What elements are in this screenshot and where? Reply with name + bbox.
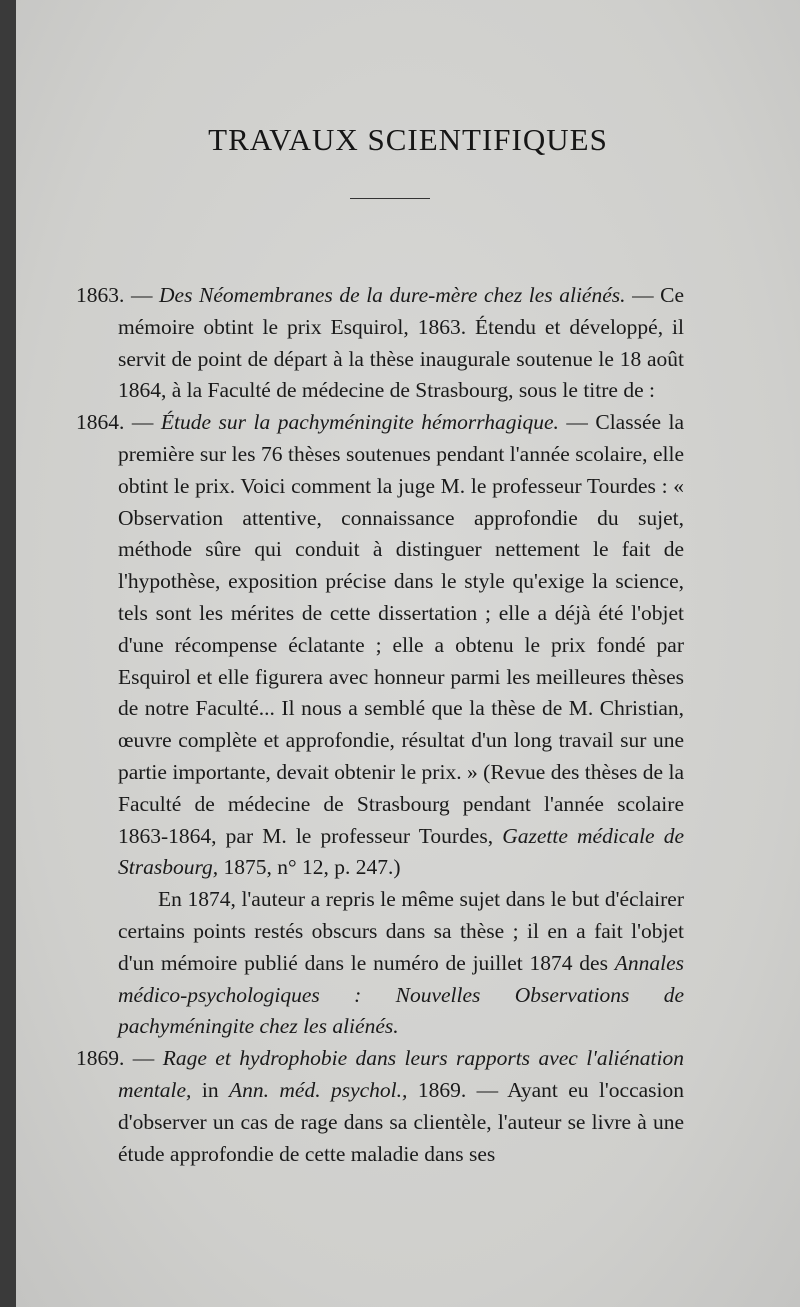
entry-source-ref: 1875, n° 12, p. 247.)	[223, 855, 401, 880]
entry-text: Classée la première sur les 76 thèses soutenues pendant l'année scolaire, elle obtint le prix. Voici comment la juge M. le professeur Tourdes : « Observation attentive, connaissance approfondie du sujet, méthode sûre qui conduit à distinguer nettement le fait de l'hypothèse, exposition précise dans le style qu'exige la science, tels sont les mérites de cette dissertation ; elle a déjà été l'objet d'une récompense éclatante ; elle a obtenu le prix fondé par Esquirol et elle figurera avec honneur parmi les meilleures thèses de notre Faculté... Il nous a semblé que la thèse de M. Christian, œuvre complète et approfondie, résultat d'un long travail sur une partie importante, devait obtenir le prix. » (Revue des thèses de la Faculté de médecine de Strasbourg pendant l'année scolaire 1863-1864, par M. le professeur Tourdes,	[118, 410, 685, 848]
entry-work-title: Des Néomembranes de la dure-mère chez les aliénés.	[159, 283, 626, 307]
entry-work-title: Rage et hydrophobie dans leurs rapports avec l'aliénation mentale,	[118, 1046, 685, 1102]
entry-source-journal: Gazette médicale de Strasbourg,	[118, 823, 685, 880]
entry-1864	[76, 407, 684, 884]
entry-in-label: in	[201, 1077, 219, 1102]
document-body	[76, 280, 684, 1170]
entry-work-title: Étude sur la pachyméningite hémorrhagique.	[160, 410, 559, 435]
title-divider	[350, 198, 430, 199]
entry-1864-followup	[76, 884, 684, 1043]
entry-1869	[76, 1043, 684, 1170]
entry-year: 1863.	[76, 283, 125, 307]
entry-year: 1864.	[76, 410, 125, 435]
entry-1863	[76, 280, 684, 407]
entry-dash: —	[130, 283, 153, 307]
page-title: TRAVAUX SCIENTIFIQUES	[208, 122, 608, 157]
entry-text: 1869. — Ayant eu l'occasion d'observer un cas de rage dans sa clientèle, l'auteur se livre à une étude approfondie de cette maladie dans ses	[118, 1077, 685, 1166]
followup-italic: Annales médico-psychologiques : Nouvelles Observations de pachyméningite chez les aliénés.	[118, 950, 685, 1039]
document-page	[16, 0, 800, 1307]
entry-dash: —	[566, 410, 588, 435]
entry-year: 1869.	[76, 1046, 125, 1071]
entry-dash: —	[632, 283, 654, 307]
entry-dash: —	[132, 1046, 155, 1071]
followup-text: En 1874, l'auteur a repris le même sujet dans le but d'éclairer certains points restés obscurs dans sa thèse ; il en a fait l'objet d'un mémoire publié dans le numéro de juillet 1874 des	[118, 887, 684, 975]
entry-text: Ce mémoire obtint le prix Esquirol, 1863. Étendu et développé, il servit de point de départ à la thèse inaugurale soutenue le 18 août 1864, à la Faculté de médecine de Strasbourg, sous le titre de :	[118, 283, 685, 403]
entry-dash: —	[131, 410, 154, 435]
entry-journal: Ann. méd. psychol.,	[228, 1077, 408, 1102]
